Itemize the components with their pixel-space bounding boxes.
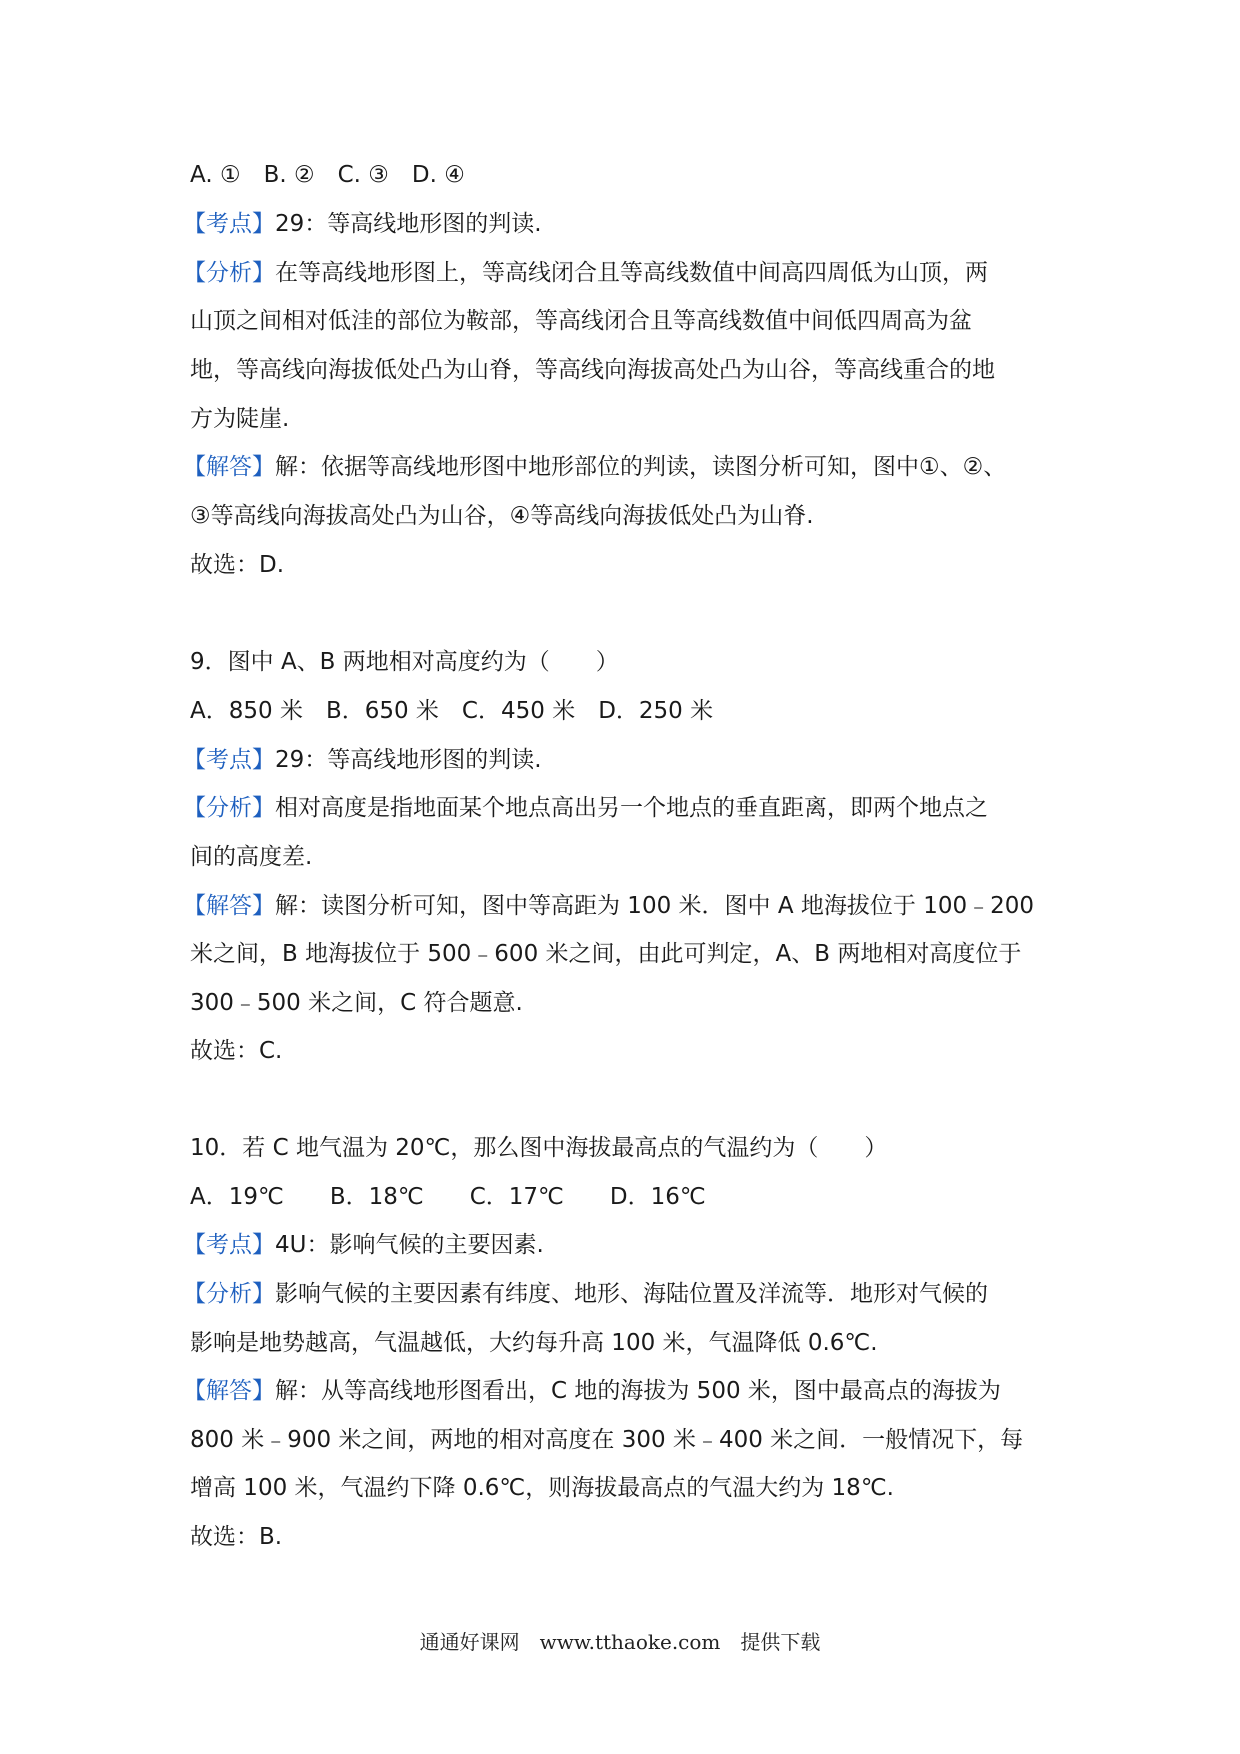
q9-options: A．850 米 B．650 米 C．450 米 D．250 米: [190, 698, 714, 724]
q8-fenxi-text-1: 在等高线地形图上，等高线闭合且等高线数值中间高四周低为山顶，两: [275, 260, 988, 286]
q8-guxuan: 故选：D.: [190, 552, 285, 578]
q8-fenxi-line4: 方为陡崖.: [190, 406, 290, 432]
q9-question: 9．图中 A、B 两地相对高度约为（ ）: [190, 649, 619, 675]
q10-question: 10．若 C 地气温为 20℃，那么图中海拔最高点的气温约为（ ）: [190, 1135, 888, 1161]
q8-kaodian-tag: 【考点】: [183, 211, 275, 237]
q9-jieda-text-1: 解：读图分析可知，图中等高距为 100 米．图中 A 地海拔位于 100﹣200: [275, 893, 1034, 919]
q10-options: A．19℃ B．18℃ C．17℃ D．16℃: [190, 1184, 706, 1210]
q9-jieda-line3: 300﹣500 米之间，C 符合题意.: [190, 990, 523, 1016]
q9-jieda-line2: 米之间，B 地海拔位于 500﹣600 米之间，由此可判定，A、B 两地相对高度位于: [190, 941, 1022, 967]
q9-kaodian-tag: 【考点】: [183, 747, 275, 773]
q9-jieda-tag: 【解答】: [183, 893, 275, 919]
q9-kaodian: [183, 745, 542, 775]
q8-kaodian: [183, 209, 542, 239]
q10-jieda-text-1: 解：从等高线地形图看出，C 地的海拔为 500 米，图中最高点的海拔为: [275, 1378, 1001, 1404]
footer-text: 通通好课网 www.tthaoke.com 提供下载: [419, 1630, 821, 1654]
q8-jieda-tag: 【解答】: [183, 454, 275, 480]
q9-fenxi-line1: [183, 793, 988, 823]
q10-kaodian-text: 4U：影响气候的主要因素.: [275, 1232, 544, 1258]
q9-kaodian-text: 29：等高线地形图的判读.: [275, 747, 542, 773]
q8-options: A. ① B. ② C. ③ D. ④: [190, 162, 465, 188]
q10-kaodian-tag: 【考点】: [183, 1232, 275, 1258]
q8-jieda-text-1: 解：依据等高线地形图中地形部位的判读，读图分析可知，图中①、②、: [275, 454, 1007, 480]
q8-fenxi-line2: 山顶之间相对低洼的部位为鞍部，等高线闭合且等高线数值中间低四周高为盆: [190, 308, 972, 334]
q9-guxuan: 故选：C.: [190, 1038, 283, 1064]
q8-jieda-line1: [183, 452, 1006, 482]
q9-fenxi-tag: 【分析】: [183, 795, 275, 821]
q10-fenxi-tag: 【分析】: [183, 1281, 275, 1307]
q8-fenxi-tag: 【分析】: [183, 260, 275, 286]
q8-fenxi-line1: [183, 258, 988, 288]
q9-fenxi-text-1: 相对高度是指地面某个地点高出另一个地点的垂直距离，即两个地点之: [275, 795, 988, 821]
q10-guxuan: 故选：B.: [190, 1524, 283, 1550]
q10-fenxi-text-1: 影响气候的主要因素有纬度、地形、海陆位置及洋流等．地形对气候的: [275, 1281, 988, 1307]
q10-jieda-line2: 800 米﹣900 米之间，两地的相对高度在 300 米﹣400 米之间．一般情况下，每: [190, 1427, 1024, 1453]
q10-kaodian: [183, 1230, 544, 1260]
q10-fenxi-line2: 影响是地势越高，气温越低，大约每升高 100 米，气温降低 0.6℃.: [190, 1330, 878, 1356]
q9-fenxi-line2: 间的高度差.: [190, 844, 313, 870]
q8-fenxi-line3: 地，等高线向海拔低处凸为山脊，等高线向海拔高处凸为山谷，等高线重合的地: [190, 357, 995, 383]
q10-jieda-line3: 增高 100 米，气温约下降 0.6℃，则海拔最高点的气温大约为 18℃.: [190, 1475, 894, 1501]
q10-fenxi-line1: [183, 1279, 988, 1309]
q8-kaodian-text: 29：等高线地形图的判读.: [275, 211, 542, 237]
q8-jieda-line2: ③等高线向海拔高处凸为山谷，④等高线向海拔低处凸为山脊.: [190, 503, 814, 529]
q9-jieda-line1: [183, 891, 1034, 921]
q10-jieda-tag: 【解答】: [183, 1378, 275, 1404]
q10-jieda-line1: [183, 1376, 1001, 1406]
